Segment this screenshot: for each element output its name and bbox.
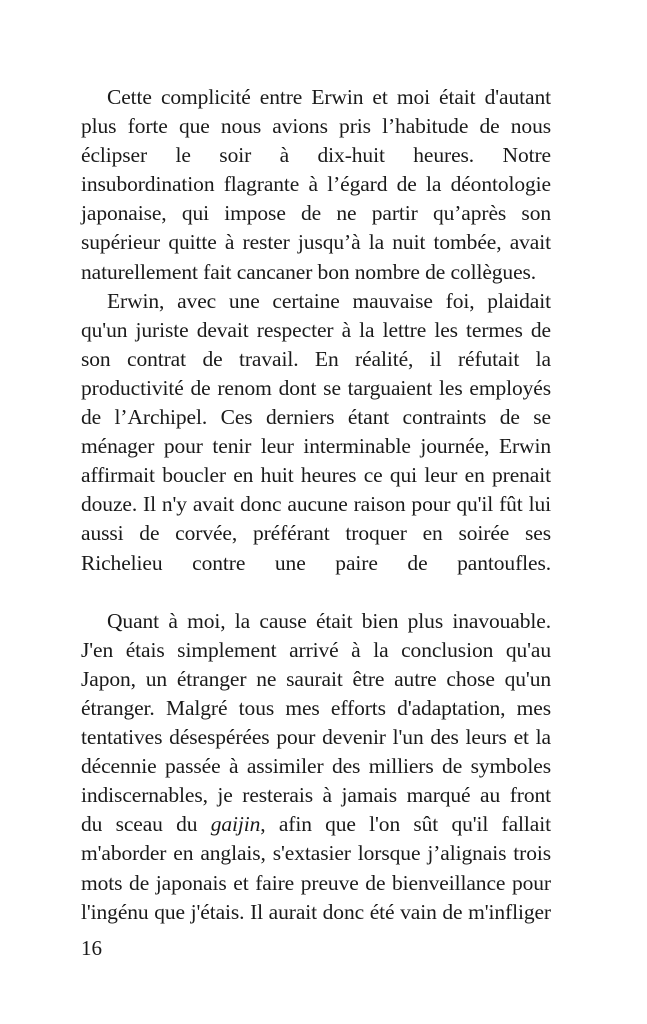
- text-line: douze. Il n'y avait donc aucune raison pour qu'il fût lui: [81, 492, 551, 517]
- text-line: indiscernables, je resterais à jamais marqué au front: [81, 783, 551, 808]
- text-line: l'ingénu que j'étais. Il aurait donc été vain de m'infliger: [81, 899, 551, 924]
- text-line: décennie passée à assimiler des milliers de symboles: [81, 754, 551, 779]
- text-line: Cette complicité entre Erwin et moi était d'autant: [107, 85, 551, 109]
- text-line: Japon, un étranger ne saurait être autre chose qu'un: [81, 666, 551, 691]
- text-line: mots de japonais et faire preuve de bienveillance pour: [81, 870, 551, 895]
- text-line: plus forte que nous avions pris l’habitude de nous: [81, 114, 551, 139]
- text-line: [81, 578, 551, 607]
- text-line: m'aborder en anglais, s'extasier lorsque j’alignais trois: [81, 841, 551, 866]
- text-line: ménager pour tenir leur interminable journée, Erwin: [81, 434, 551, 459]
- text-segment: du sceau du: [81, 812, 211, 837]
- text-line: Richelieu contre une paire de pantoufles.: [81, 550, 551, 575]
- text-line: naturellement fait cancaner bon nombre de collègues.: [81, 259, 537, 284]
- text-line-with-italic: [81, 810, 551, 839]
- text-line: étranger. Malgré tous mes efforts d'adaptation, mes: [81, 695, 551, 720]
- text-line: qu'un juriste devait respecter à la lettre les termes de: [81, 317, 551, 342]
- text-line: J'en étais simplement arrivé à la conclusion qu'au: [81, 637, 551, 662]
- text-line: Erwin, avec une certaine mauvaise foi, plaidait: [107, 288, 551, 313]
- text-line: insubordination flagrante à l’égard de la déontologie: [81, 172, 551, 197]
- text-line: éclipser le soir à dix-huit heures. Notre: [81, 143, 551, 168]
- text-line: aussi de corvée, préférant troquer en soirée ses: [81, 521, 551, 546]
- paragraph-1: [81, 83, 551, 287]
- text-line: japonaise, qui impose de ne partir qu’après son: [81, 201, 551, 226]
- paragraph-3: [81, 607, 551, 927]
- text-segment: , afin que l'on sût qu'il fallait: [260, 812, 551, 837]
- text-line: son contrat de travail. En réalité, il réfutait la: [81, 346, 551, 371]
- text-line: affirmait boucler en huit heures ce qui leur en prenait: [81, 463, 551, 488]
- page-number: 16: [81, 936, 102, 960]
- text-line: Quant à moi, la cause était bien plus inavouable.: [107, 608, 551, 633]
- text-line: tentatives désespérées pour devenir l'un des leurs et la: [81, 725, 551, 750]
- body-text: [81, 83, 551, 927]
- italic-word: gaijin: [210, 812, 261, 837]
- text-line: de l’Archipel. Ces derniers étant contraints de se: [81, 405, 551, 430]
- text-line: productivité de renom dont se targuaient les employés: [81, 375, 551, 400]
- paragraph-2: [81, 287, 551, 607]
- text-line: supérieur quitte à rester jusqu’à la nuit tombée, avait: [81, 230, 551, 255]
